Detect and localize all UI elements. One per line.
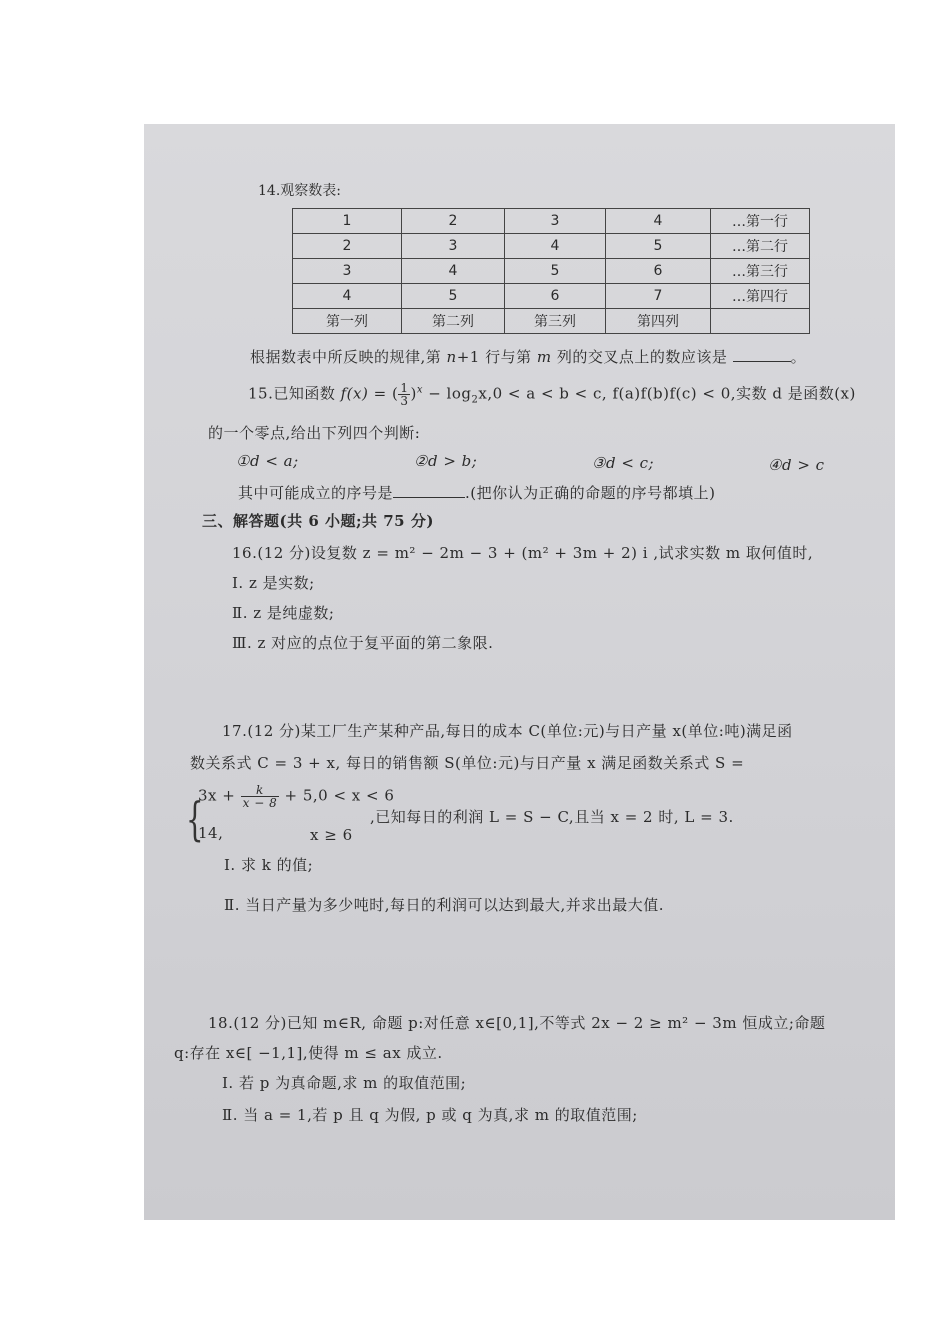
table-cell bbox=[711, 309, 810, 334]
q18-line1: 18.(12 分)已知 m∈R, 命题 p:对任意 x∈[0,1],不等式 2x − 2 ≥ m² − 3m 恒成立;命题 bbox=[208, 1014, 826, 1032]
table-cell: 4 bbox=[505, 234, 606, 259]
q14-text-b: +1 行与第 bbox=[456, 348, 537, 366]
section-heading: 三、解答题(共 6 小题;共 75 分) bbox=[202, 512, 434, 530]
answer-blank[interactable] bbox=[733, 361, 791, 362]
q17-item-2: Ⅱ. 当日产量为多少吨时,每日的利润可以达到最大,并求出最大值. bbox=[224, 896, 665, 914]
q14-title: 14.观察数表: bbox=[258, 183, 341, 199]
q15-func: f(x) bbox=[340, 384, 369, 403]
q15-paren: ) bbox=[410, 384, 417, 403]
table-cell: 1 bbox=[293, 209, 402, 234]
q15-option-2: ②d > b; bbox=[414, 452, 478, 470]
table-cell: 4 bbox=[402, 259, 505, 284]
q14-text-c: 列的交叉点上的数应该是 bbox=[551, 348, 728, 366]
table-row-3 bbox=[293, 259, 810, 284]
number-table bbox=[292, 208, 810, 334]
piecewise-brace: { bbox=[186, 792, 204, 846]
q18-item-2: Ⅱ. 当 a = 1,若 p 且 q 为假, p 或 q 为真,求 m 的取值范围; bbox=[222, 1106, 638, 1124]
q15-exponent: x bbox=[416, 384, 423, 396]
q17-after-cases: ,已知每日的利润 L = S − C,且当 x = 2 时, L = 3. bbox=[370, 808, 734, 826]
table-cell: 3 bbox=[402, 234, 505, 259]
q15-option-3: ③d < c; bbox=[592, 454, 655, 472]
table-row-4 bbox=[293, 284, 810, 309]
table-cell: 第四列 bbox=[606, 309, 711, 334]
table-cell: 3 bbox=[293, 259, 402, 284]
q17-line1: 17.(12 分)某工厂生产某种产品,每日的成本 C(单位:元)与日产量 x(单位:吨)满足函 bbox=[222, 722, 793, 740]
table-cell: …第二行 bbox=[711, 234, 810, 259]
frac-den: 3 bbox=[400, 394, 409, 408]
q16-item-3: Ⅲ. z 对应的点位于复平面的第二象限. bbox=[232, 634, 494, 652]
q18-item-1: Ⅰ. 若 p 为真命题,求 m 的取值范围; bbox=[222, 1074, 467, 1092]
frac-k-den: x − 8 bbox=[242, 796, 278, 810]
q14-text-end: 。 bbox=[790, 348, 807, 366]
table-row-1 bbox=[293, 209, 810, 234]
table-cell: …第四行 bbox=[711, 284, 810, 309]
q16-item-1: Ⅰ. z 是实数; bbox=[232, 574, 315, 592]
q14-question bbox=[250, 346, 806, 367]
q18-line2: q:存在 x∈[ −1,1],使得 m ≤ ax 成立. bbox=[174, 1044, 443, 1062]
table-cell: 7 bbox=[606, 284, 711, 309]
q15-text-c: x,0 < a < b < c, f(a)f(b)f(c) < 0,实数 d 是函数(x) bbox=[478, 384, 856, 403]
fraction-k bbox=[241, 784, 280, 809]
q14-var-n: n bbox=[446, 348, 457, 366]
q15-eq: = ( bbox=[368, 384, 399, 403]
table-cell: 3 bbox=[505, 209, 606, 234]
q15-log: − log bbox=[422, 384, 472, 403]
table-cell: 5 bbox=[606, 234, 711, 259]
table-cell: 4 bbox=[606, 209, 711, 234]
table-cell: 2 bbox=[402, 209, 505, 234]
q16-item-2: Ⅱ. z 是纯虚数; bbox=[232, 604, 335, 622]
answer-blank-15[interactable] bbox=[393, 497, 465, 498]
q15-line1 bbox=[248, 382, 856, 407]
table-cell: 6 bbox=[606, 259, 711, 284]
q15-option-4: ④d > c bbox=[768, 456, 825, 474]
table-cell: …第三行 bbox=[711, 259, 810, 284]
frac-num: 1 bbox=[400, 381, 409, 395]
table-cell: 4 bbox=[293, 284, 402, 309]
case1-b: + 5,0 < x < 6 bbox=[284, 786, 395, 805]
q14-var-m: m bbox=[536, 348, 552, 366]
q14-text-a: 根据数表中所反映的规律,第 bbox=[250, 348, 447, 366]
table-cell: …第一行 bbox=[711, 209, 810, 234]
q15-option-1: ①d < a; bbox=[236, 452, 299, 470]
q17-item-1: Ⅰ. 求 k 的值; bbox=[224, 856, 314, 874]
q15-log-base: 2 bbox=[471, 394, 479, 406]
q15-line2: 的一个零点,给出下列四个判断: bbox=[208, 424, 421, 442]
q15-line3-a: 其中可能成立的序号是 bbox=[238, 484, 394, 502]
q17-line2: 数关系式 C = 3 + x, 每日的销售额 S(单位:元)与日产量 x 满足函数关系式 S = bbox=[190, 754, 745, 772]
q16-line1: 16.(12 分)设复数 z = m² − 2m − 3 + (m² + 3m + 2) i ,试求实数 m 取何值时, bbox=[232, 544, 814, 562]
table-cell: 第一列 bbox=[293, 309, 402, 334]
fraction-one-third bbox=[398, 382, 410, 407]
table-row-col-labels bbox=[293, 309, 810, 334]
q15-line3-b: .(把你认为正确的命题的序号都填上) bbox=[465, 484, 716, 502]
table-cell: 5 bbox=[402, 284, 505, 309]
table-cell: 第三列 bbox=[505, 309, 606, 334]
table-cell: 6 bbox=[505, 284, 606, 309]
q15-text-a: 15.已知函数 bbox=[248, 384, 341, 403]
q15-line3 bbox=[238, 482, 716, 503]
exam-page bbox=[144, 124, 895, 1220]
table-cell: 5 bbox=[505, 259, 606, 284]
case1-a: 3x + bbox=[198, 786, 236, 805]
q17-case-2b: x ≥ 6 bbox=[310, 826, 353, 844]
frac-k-num: k bbox=[241, 784, 280, 797]
q17-case-1 bbox=[198, 784, 394, 809]
table-cell: 2 bbox=[293, 234, 402, 259]
q17-case-2a: 14, bbox=[198, 824, 224, 842]
table-cell: 第二列 bbox=[402, 309, 505, 334]
table-row-2 bbox=[293, 234, 810, 259]
